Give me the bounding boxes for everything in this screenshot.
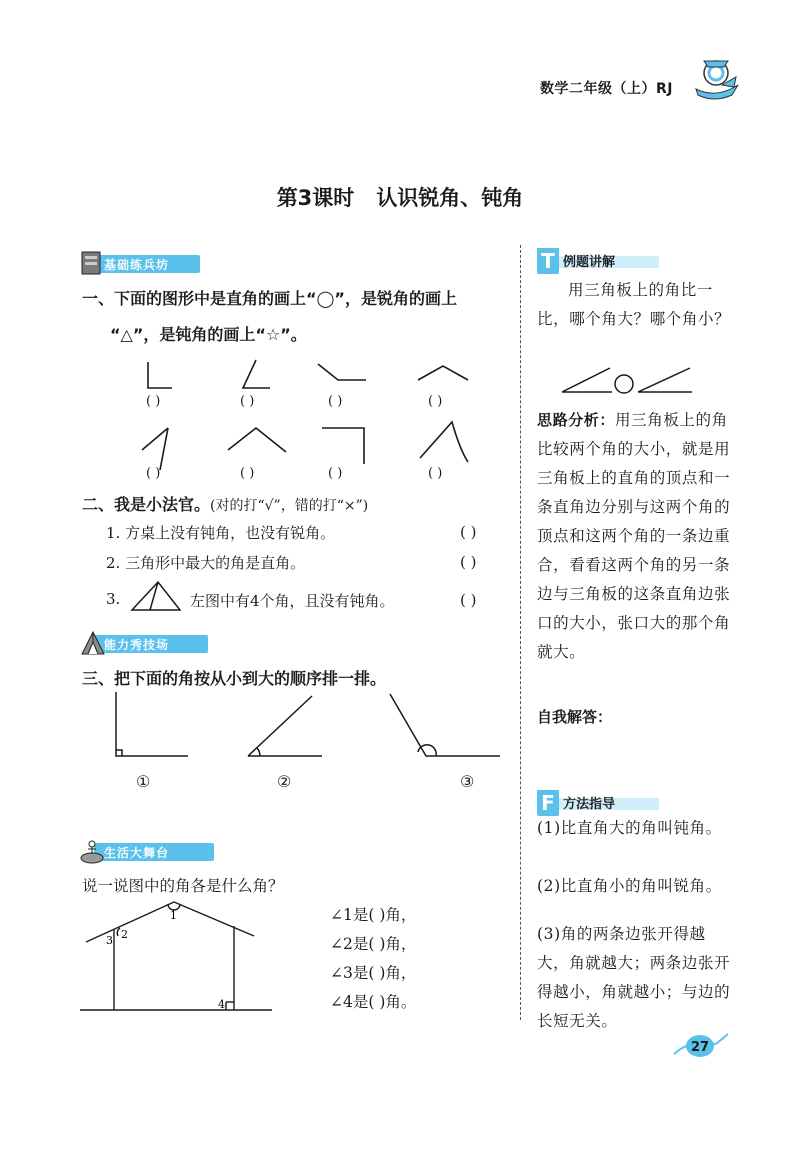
q3-angle-3 [390,694,500,756]
q1-blank-4[interactable]: ( ) [428,394,443,409]
section-banner-ability [80,632,208,656]
method-badge-icon: F [537,790,559,816]
q2-title: 二、我是小法官。 [82,495,211,514]
q1-blank-3[interactable]: ( ) [328,394,343,409]
angle-label-1: 1 [170,909,177,922]
q1-line2: “△”，是钝角的画上“☆”。 [110,325,307,344]
analysis-block [537,406,737,667]
q2-hint: (对的打“√”，错的打“×”) [210,498,369,514]
stage-icon [80,836,106,866]
angle-figure-7 [322,428,364,464]
q4-prompt: 说一说图中的角各是什么角？ [82,877,284,895]
example-angle-left [562,368,612,392]
method-banner [537,790,667,816]
angle-label-4: 4 [218,998,225,1011]
tent-icon [80,628,106,658]
q4-answer-4[interactable]: ∠4是( )角。 [330,993,417,1011]
q1-blank-1[interactable]: ( ) [146,394,161,409]
page-number-badge [672,1030,732,1058]
q1-blank-7[interactable]: ( ) [328,466,343,481]
q3-angle-1 [116,692,188,756]
q2-item-2: 2. 三角形中最大的角是直角。 [106,554,306,572]
q3-angle-figures [100,690,510,770]
q1-blank-5[interactable]: ( ) [146,466,161,481]
method-item-1: (1)比直角大的角叫钝角。 [537,819,722,837]
q2-item-3: 左图中有4个角，且没有钝角。 [190,592,395,610]
q2-blank-2[interactable]: ( ) [460,553,477,571]
analysis-label: 思路分析： [537,411,616,429]
q2-blank-1[interactable]: ( ) [460,523,477,541]
angle-figure-2 [243,360,270,388]
q4-answer-1[interactable]: ∠1是( )角， [330,906,417,924]
example-circle [615,375,633,393]
q3-label-3: ③ [460,772,475,791]
house-figure [76,892,276,1018]
q2-triangle-figure [128,578,184,614]
angle-figure-3 [318,364,366,380]
q1-blank-8[interactable]: ( ) [428,466,443,481]
example-figure [540,362,700,398]
book-stack-icon [80,248,106,278]
q3-label-2: ② [277,772,292,791]
mascot-logo-icon [692,55,740,103]
section-title-life: 生活大舞台 [104,846,170,860]
example-banner [537,248,667,274]
q1-line1: 一、下面的图形中是直角的画上“◯”，是锐角的画上 [82,289,457,308]
self-answer-label: 自我解答： [537,708,613,726]
section-title-basic: 基础练兵坊 [104,258,170,272]
q1-blank-2[interactable]: ( ) [240,394,255,409]
q2-item-1: 1. 方桌上没有钝角，也没有锐角。 [106,524,336,542]
angle-figure-6 [228,428,286,452]
analysis-text: 用三角板上的角比较两个角的大小，就是用三角板上的直角的顶点和一条直角边分别与这两个角的顶点和这两个角的一条边重合，看看这两个角的另一条边与三角板的这条直角边张口的大小，张口大的那个角就大。 [537,411,731,661]
section-title-ability: 能力秀技场 [104,638,170,652]
q1-angle-figures [120,350,500,490]
q4-answer-3[interactable]: ∠3是( )角， [330,964,417,982]
q1-blank-6[interactable]: ( ) [240,466,255,481]
q3-label-1: ① [136,772,151,791]
example-text: 用三角板上的角比一比，哪个角大？哪个角小？ [537,281,731,328]
page-number: 27 [690,1040,710,1055]
section-banner-life [80,840,214,864]
q2-blank-3[interactable]: ( ) [460,591,477,609]
angle-figure-1 [148,362,172,388]
q3-title: 三、把下面的角按从小到大的顺序排一排。 [82,669,387,688]
method-item-2: (2)比直角小的角叫锐角。 [537,877,722,895]
column-divider [520,245,521,1020]
angle-figure-4 [418,366,468,380]
angle-label-2: 2 [121,928,128,941]
q4-answer-2[interactable]: ∠2是( )角， [330,935,417,953]
q3-angle-2 [248,696,322,756]
angle-figure-8 [420,422,468,462]
method-title: 方法指导 [563,797,616,812]
method-item-3: (3)角的两条边张开得越大，角就越大；两条边张开得越小，角就越小；与边的长短无关。 [537,925,731,1030]
lesson-number: 第3课时 [276,186,355,210]
q2-heading [82,492,368,515]
q2-item-3-number: 3. [106,590,121,608]
angle-label-3: 3 [106,934,113,947]
example-badge-icon: T [537,248,559,274]
section-banner-basic [80,252,200,276]
example-angle-right [638,368,692,392]
lesson-title [0,182,800,212]
example-title: 例题讲解 [563,255,616,270]
angle-figure-5 [142,428,168,470]
book-header: 数学二年级（上）RJ [540,81,673,97]
lesson-topic: 认识锐角、钝角 [376,186,524,210]
